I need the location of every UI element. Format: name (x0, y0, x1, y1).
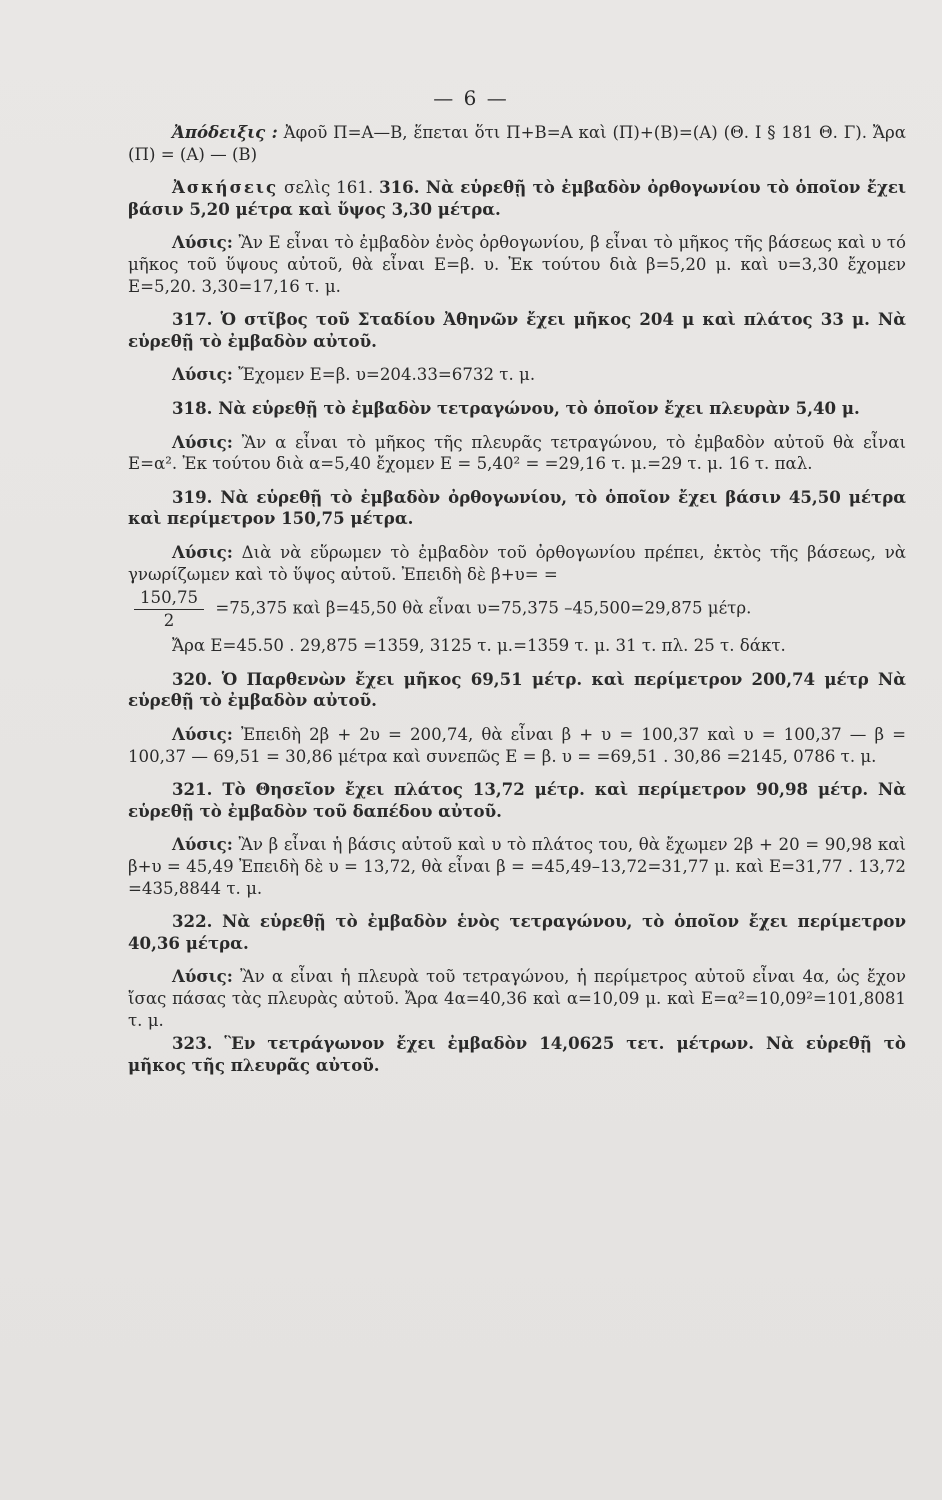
problem-322: 322. Νὰ εὑρεθῇ τὸ ἐμβαδὸν ἑνὸς τετραγώνου, τὸ ὁποῖον ἔχει περίμετρον 40,36 μέτρα. (128, 911, 906, 953)
problem-321: 321. Τὸ Θησεῖον ἔχει πλάτος 13,72 μέτρ. καὶ περίμετρον 90,98 μέτρ. Νὰ εὑρεθῇ τὸ ἐμβαδὸν τοῦ δαπέδου αὐτοῦ. (128, 779, 906, 821)
solution-317 (128, 364, 906, 386)
exercises-label: Ἀσκήσεις (172, 177, 279, 198)
solution-text: Ἔχομεν Ε=β. υ=204.33=6732 τ. μ. (232, 365, 536, 385)
solution-320 (128, 724, 906, 767)
proof-paragraph (128, 122, 906, 165)
page-body (128, 122, 906, 1088)
fraction-line (128, 587, 906, 631)
solution-text: Ἐπειδὴ 2β + 2υ = 200,74, θὰ εἶναι β + υ = 100,37 καὶ υ = 100,37 — β = 100,37 — 69,51 = 30,86 μέτρα καὶ συνεπῶς Ε = β. υ = =69,51 . 30,86 =2145, 0786 τ. μ. (128, 725, 906, 766)
solution-text: Διὰ νὰ εὕρωμεν τὸ ἐμβαδὸν τοῦ ὀρθογωνίου πρέπει, ἐκτὸς τῆς βάσεως, νὰ γνωρίζωμεν καὶ τὸ ὕψος αὐτοῦ. Ἐπειδὴ δὲ β+υ= = (128, 542, 906, 584)
solution-319 (128, 542, 906, 585)
proof-text: Ἀφοῦ Π=Α—Β, ἕπεται ὅτι Π+Β=Α καὶ (Π)+(Β)=(Α) (Θ. Ι § 181 Θ. Γ). Ἄρα (Π) = (Α) — (Β) (128, 123, 906, 164)
problem-318: 318. Νὰ εὑρεθῇ τὸ ἐμβαδὸν τετραγώνου, τὸ ὁποῖον ἔχει πλευρὰν 5,40 μ. (172, 397, 860, 418)
solution-text: Ἂν β εἶναι ἡ βάσις αὐτοῦ καὶ υ τὸ πλάτος του, θὰ ἔχωμεν 2β + 20 = 90,98 καὶ β+υ = 45,49 Ἐπειδὴ δὲ υ = 13,72, θὰ εἶναι β = =45,49–13,72=31,77 μ. καὶ Ε=31,77 . 13,72 =435,8844 τ. μ. (128, 835, 906, 898)
solution-text: Ἂν α εἶναι τὸ μῆκος τῆς πλευρᾶς τετραγώνου, τὸ ἐμβαδὸν αὐτοῦ θὰ εἶναι Ε=α². Ἐκ τούτου διὰ α=5,40 ἔχομεν Ε = 5,40² = =29,16 τ. μ.=29 τ. μ. 16 τ. παλ. (128, 432, 906, 474)
fraction-numerator: 150,75 (134, 587, 204, 610)
fraction-after: =75,375 καὶ β=45,50 θὰ εἶναι υ=75,375 –45,500=29,875 μέτρ. (210, 598, 752, 618)
proof-label: Ἀπόδειξις : (172, 122, 278, 142)
fraction-denominator: 2 (163, 610, 175, 630)
fraction (134, 587, 204, 631)
problem-320: 320. Ὁ Παρθενὼν ἔχει μῆκος 69,51 μέτρ. καὶ περίμετρον 200,74 μέτρ Νὰ εὑρεθῇ τὸ ἐμβαδὸν αὐτοῦ. (128, 668, 906, 711)
solution-label: Λύσις: (172, 834, 233, 855)
solution-label: Λύσις: (172, 541, 233, 562)
solution-label: Λύσις: (172, 232, 233, 253)
solution-label: Λύσις: (172, 724, 233, 745)
problem-323: 323. Ἓν τετράγωνον ἔχει ἐμβαδὸν 14,0625 τετ. μέτρων. Νὰ εὑρεθῇ τὸ μῆκος τῆς πλευρᾶς αὐτοῦ. (128, 1033, 906, 1075)
exercises-ref: σελὶς 161. (278, 178, 380, 198)
solution-322 (128, 966, 906, 1031)
solution-label: Λύσις: (172, 966, 233, 987)
problem-319: 319. Νὰ εὑρεθῇ τὸ ἐμβαδὸν ὀρθογωνίου, τὸ ὁποῖον ἔχει βάσιν 45,50 μέτρα καὶ περίμετρον 150,75 μέτρα. (128, 486, 906, 529)
problem-317: 317. Ὁ στῖβος τοῦ Σταδίου Ἀθηνῶν ἔχει μῆκος 204 μ καὶ πλάτος 33 μ. Νὰ εὑρεθῇ τὸ ἐμβαδὸν αὐτοῦ. (128, 309, 906, 351)
solution-318 (128, 432, 906, 475)
problem-316: 316. Νὰ εὑρεθῇ τὸ ἐμβαδὸν ὀρθογωνίου τὸ ὁποῖον ἔχει βάσιν 5,20 μέτρα καὶ ὕψος 3,30 μέτρα. (128, 177, 906, 219)
result-319: Ἄρα Ε=45.50 . 29,875 =1359, 3125 τ. μ.=1359 τ. μ. 31 τ. πλ. 25 τ. δάκτ. (172, 636, 786, 656)
solution-text: Ἂν α εἶναι ἡ πλευρὰ τοῦ τετραγώνου, ἡ περίμετρος αὐτοῦ εἶναι 4α, ὡς ἔχον ἴσας πάσας τὰς πλευρὰς αὐτοῦ. Ἄρα 4α=40,36 καὶ α=10,09 μ. καὶ Ε=α²=10,09²=101,8081 τ. μ. (128, 967, 906, 1030)
page-number: — 6 — (433, 86, 509, 110)
solution-text: Ἂν Ε εἶναι τὸ ἐμβαδὸν ἑνὸς ὀρθογωνίου, β εἶναι τὸ μῆκος τῆς βάσεως καὶ υ τό μῆκος τοῦ ὕψους αὐτοῦ, θὰ εἶναι Ε=β. υ. Ἐκ τούτου διὰ β=5,20 μ. καὶ υ=3,30 ἔχομεν Ε=5,20. 3,30=17,16 τ. μ. (128, 233, 906, 296)
solution-316 (128, 232, 906, 297)
solution-label: Λύσις: (172, 431, 233, 452)
exercise-316 (128, 177, 906, 220)
solution-321 (128, 834, 906, 899)
solution-label: Λύσις: (172, 364, 233, 385)
